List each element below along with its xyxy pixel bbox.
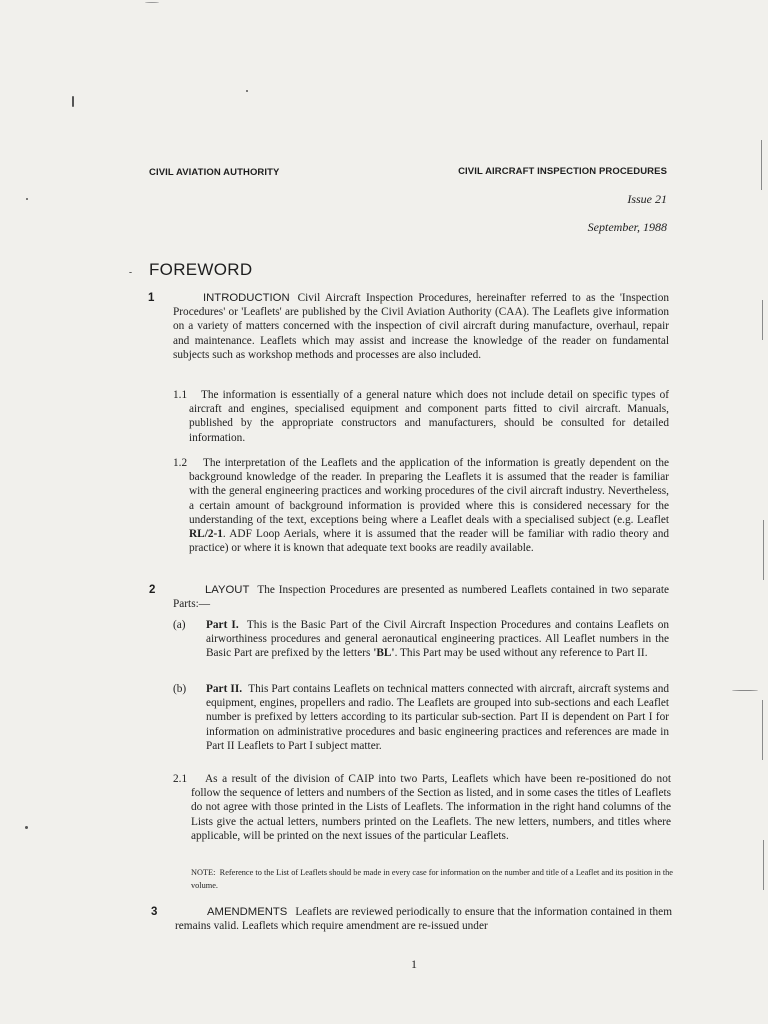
item-part-two <box>173 682 669 753</box>
scan-speck <box>246 90 248 92</box>
part-name: Part II. <box>206 683 243 695</box>
scan-edge <box>763 520 764 580</box>
item-label: (a) <box>173 619 186 631</box>
section-text: The Inspection Procedures are presented as numbered Leaflets contained in two separate Parts:— <box>173 584 669 611</box>
scan-edge <box>762 300 763 340</box>
subsection-number: 1.1 <box>173 389 188 401</box>
item-text: This Part contains Leaflets on technical matters connected with aircraft, aircraft systems and equipment, engines, propellers and radio. The Leaflets are grouped into sub-sections and each Leaflet number is prefixed by letters according to its particular sub-section. Part II is dependent on Part I for information on administrative procedures and basic engineering practices and references are made in Part II Leaflets to Part I subject matter. <box>206 683 669 752</box>
section-text: Leaflets are reviewed periodically to ensure that the information contained in them remains valid. Leaflets which require amendment are re-issued under <box>175 906 672 933</box>
leaflet-reference: RL/2-1 <box>189 528 223 541</box>
section-layout <box>173 583 669 611</box>
item-text: This is the Basic Part of the Civil Aircraft Inspection Procedures and contains Leaflets on airworthiness procedures and general aeronautical engineering practices. All Leaflet numbers in the Basic Part are prefixed by the letters <box>206 619 670 660</box>
scan-speck <box>145 2 159 3</box>
subsection-number: 1.2 <box>173 457 188 469</box>
page-title: FOREWORD <box>149 260 253 279</box>
scan-speck <box>732 690 758 691</box>
section-text: Civil Aircraft Inspection Procedures, hereinafter referred to as the 'Inspection Procedures' or 'Leaflets' are published by the Civil Aviation Authority (CAA). The Leaflets give information on a variety of matters concerned with the inspection of civil aircraft during manufacture, overhaul, repair and maintenance. Leaflets which may assist and increase the knowledge of the reader on fundamental subjects such as workshop methods and processes are also included. <box>173 292 669 361</box>
scan-speck <box>26 198 28 200</box>
issue-number: Issue 21 <box>627 192 667 206</box>
note-text: Reference to the List of Leaflets should be made in every case for information on the number and title of a Leaflet and its position in the volume. <box>191 868 673 890</box>
header-left: CIVIL AVIATION AUTHORITY <box>149 167 280 178</box>
subsection-text: As a result of the division of CAIP into two Parts, Leaflets which have been re-positioned do not follow the sequence of letters and numbers of the Section as listed, and in some cases the titles of Leaflets do not agree with those printed in the Lists of Leaflets. The information in the right hand columns of the Lists give the actual letters, numbers printed on the Leaflets. The new letters, numbers, and titles where applicable, will be printed on the next issues of the particular Leaflets. <box>191 773 671 842</box>
item-text-cont: . This Part may be used without any reference to Part II. <box>394 647 648 660</box>
part-name: Part I. <box>206 619 239 631</box>
section-number: 2 <box>149 584 156 596</box>
subsection-text-cont: . ADF Loop Aerials, where it is assumed that the reader will be familiar with radio theory and practice) or where it is known that adequate text books are readily available. <box>189 528 669 555</box>
subsection-2-1 <box>173 772 671 843</box>
page-number: 1 <box>411 957 417 971</box>
subsection-1-2 <box>173 456 669 555</box>
section-heading: INTRODUCTION <box>203 292 290 304</box>
section-number: 1 <box>148 292 155 304</box>
subsection-text: The interpretation of the Leaflets and the application of the information is greatly dependent on the background knowledge of the reader. In preparing the Leaflets it is assumed that the reader is familiar with the general engineering practices and working procedures of the civil aircraft industry. Nevertheless, a certain amount of background information is provided where this is considered necessary for the understanding of the text, exceptions being where a Leaflet deals with a specialised subject (e.g. Leaflet <box>189 457 669 526</box>
note-block <box>191 867 673 892</box>
item-label: (b) <box>173 683 187 695</box>
scan-mark <box>72 96 74 107</box>
section-heading: LAYOUT <box>205 584 250 596</box>
subsection-1-1 <box>173 388 669 445</box>
leaflet-prefix: 'BL' <box>373 647 395 660</box>
subsection-text: The information is essentially of a general nature which does not include detail on specific types of aircraft and engines, specialised equipment and component parts fitted to civil aircraft. Manuals, published by the appropriate constructors and manufacturers, should be consulted for detailed information. <box>189 389 669 444</box>
scan-speck <box>25 826 28 829</box>
scan-edge <box>762 700 763 760</box>
scan-edge <box>761 140 762 190</box>
note-label: NOTE: <box>191 868 216 877</box>
section-heading: AMENDMENTS <box>207 906 288 918</box>
section-number: 3 <box>151 906 158 918</box>
scan-edge <box>763 840 764 890</box>
scan-speck <box>129 272 132 273</box>
section-introduction <box>173 291 669 362</box>
header-right: CIVIL AIRCRAFT INSPECTION PROCEDURES <box>458 166 667 177</box>
subsection-number: 2.1 <box>173 773 188 785</box>
section-amendments <box>175 905 672 933</box>
issue-date: September, 1988 <box>587 220 667 234</box>
item-part-one <box>173 618 669 661</box>
